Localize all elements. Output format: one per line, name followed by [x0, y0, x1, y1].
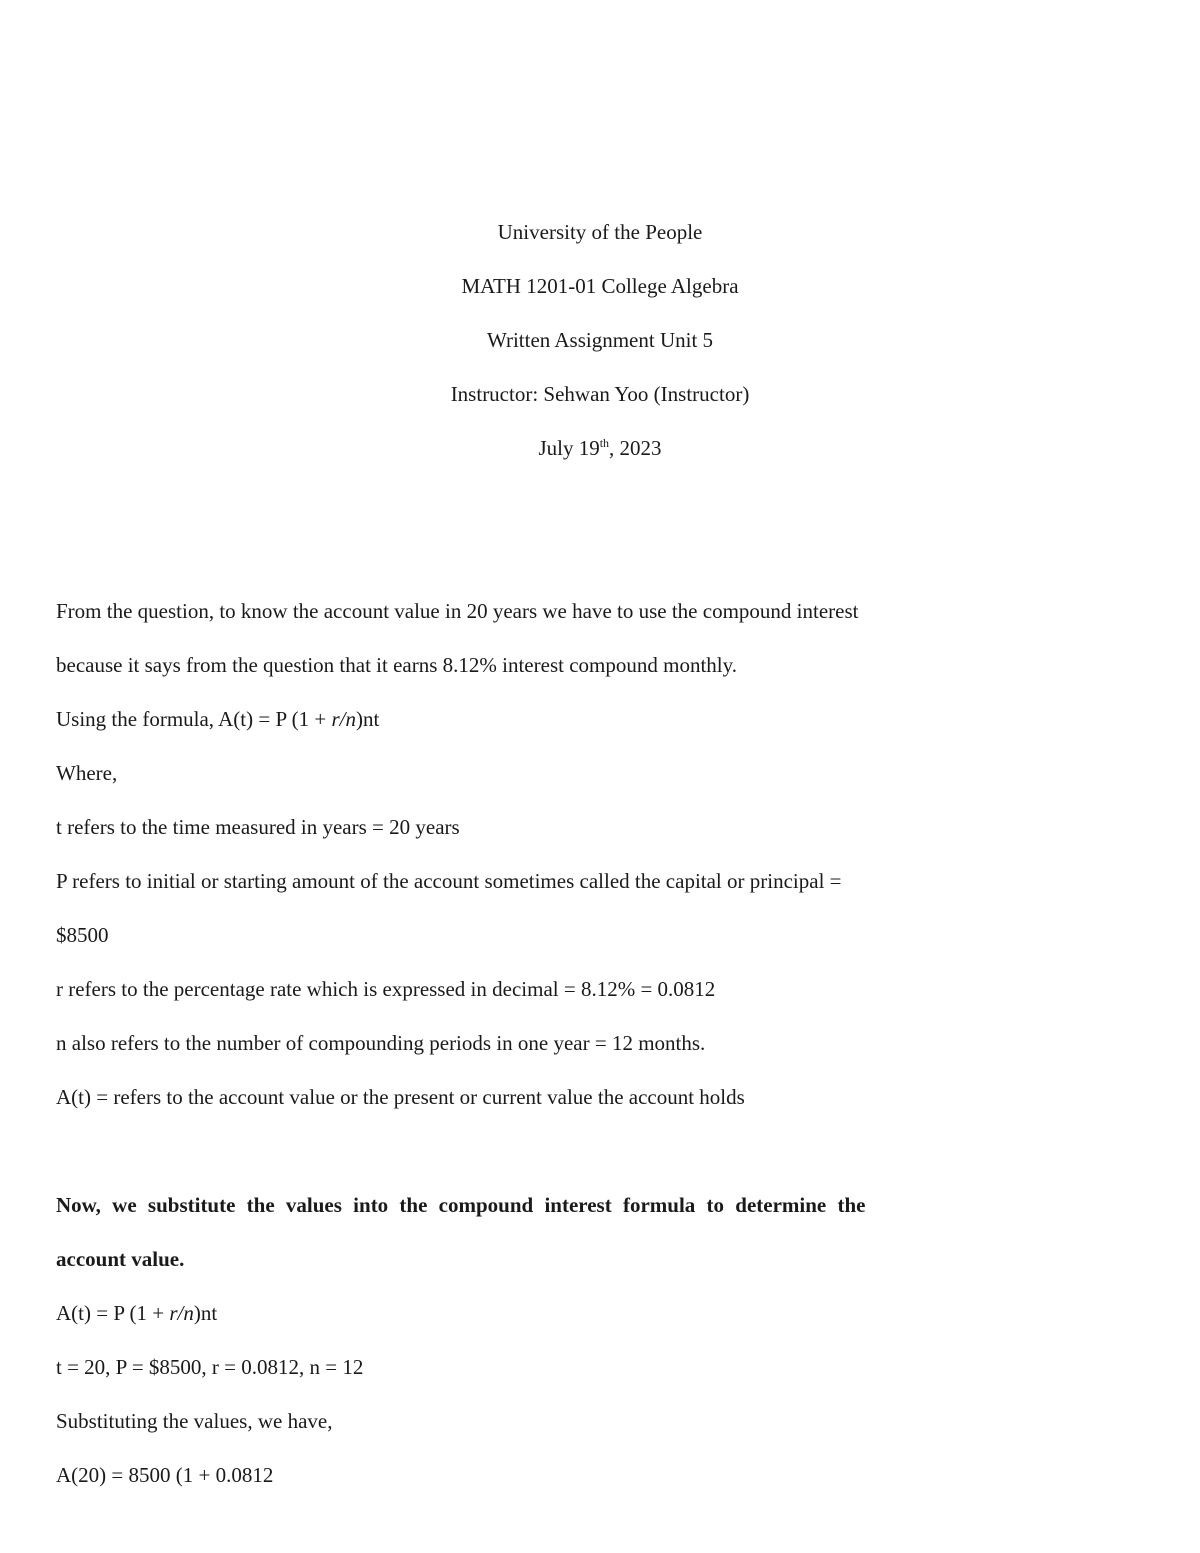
instructor-name: Instructor: Sehwan Yoo (Instructor) [450, 382, 750, 406]
intro-line-2: because it says from the question that it earns 8.12% interest compound monthly. [56, 653, 737, 677]
a20-line: A(20) = 8500 (1 + 0.0812 [56, 1463, 274, 1487]
date-suffix: , 2023 [609, 436, 662, 460]
substitute-heading-line-1: Now, we substitute the values into the compound interest formula to determine the [56, 1193, 866, 1217]
assignment-title: Written Assignment Unit 5 [486, 328, 714, 352]
blank-line [56, 1137, 956, 1191]
formula-line-2 [56, 1299, 956, 1353]
formula2-rate-fraction: r/n [169, 1301, 194, 1325]
definition-r: r refers to the percentage rate which is expressed in decimal = 8.12% = 0.0812 [56, 977, 716, 1001]
substituting-line: Substituting the values, we have, [56, 1409, 333, 1433]
definition-p-line-1: P refers to initial or starting amount of the account sometimes called the capital or principal = [56, 869, 842, 893]
university-name: University of the People [497, 220, 703, 244]
definition-n: n also refers to the number of compounding periods in one year = 12 months. [56, 1031, 706, 1055]
formula2-suffix: )nt [193, 1301, 218, 1325]
formula-line [56, 705, 956, 759]
definition-t: t refers to the time measured in years = 20 years [56, 815, 460, 839]
intro-line-1: From the question, to know the account value in 20 years we have to use the compound interest [56, 599, 859, 623]
definition-a: A(t) = refers to the account value or the present or current value the account holds [56, 1085, 745, 1109]
formula-suffix: )nt [355, 707, 380, 731]
title-block [0, 218, 1200, 488]
where-label: Where, [56, 761, 118, 785]
course-name: MATH 1201-01 College Algebra [461, 274, 739, 298]
date-superscript: th [599, 436, 610, 450]
definition-p-line-2: $8500 [56, 923, 109, 947]
assignment-date [0, 434, 1200, 488]
formula-prefix: Using the formula, A(t) = P (1 + [56, 707, 332, 731]
formula-rate-fraction: r/n [331, 707, 356, 731]
substitute-heading-line-2: account value. [56, 1247, 185, 1271]
document-body [56, 597, 956, 1515]
formula2-prefix: A(t) = P (1 + [56, 1301, 170, 1325]
values-line: t = 20, P = $8500, r = 0.0812, n = 12 [56, 1355, 364, 1379]
date-prefix: July 19 [538, 436, 600, 460]
